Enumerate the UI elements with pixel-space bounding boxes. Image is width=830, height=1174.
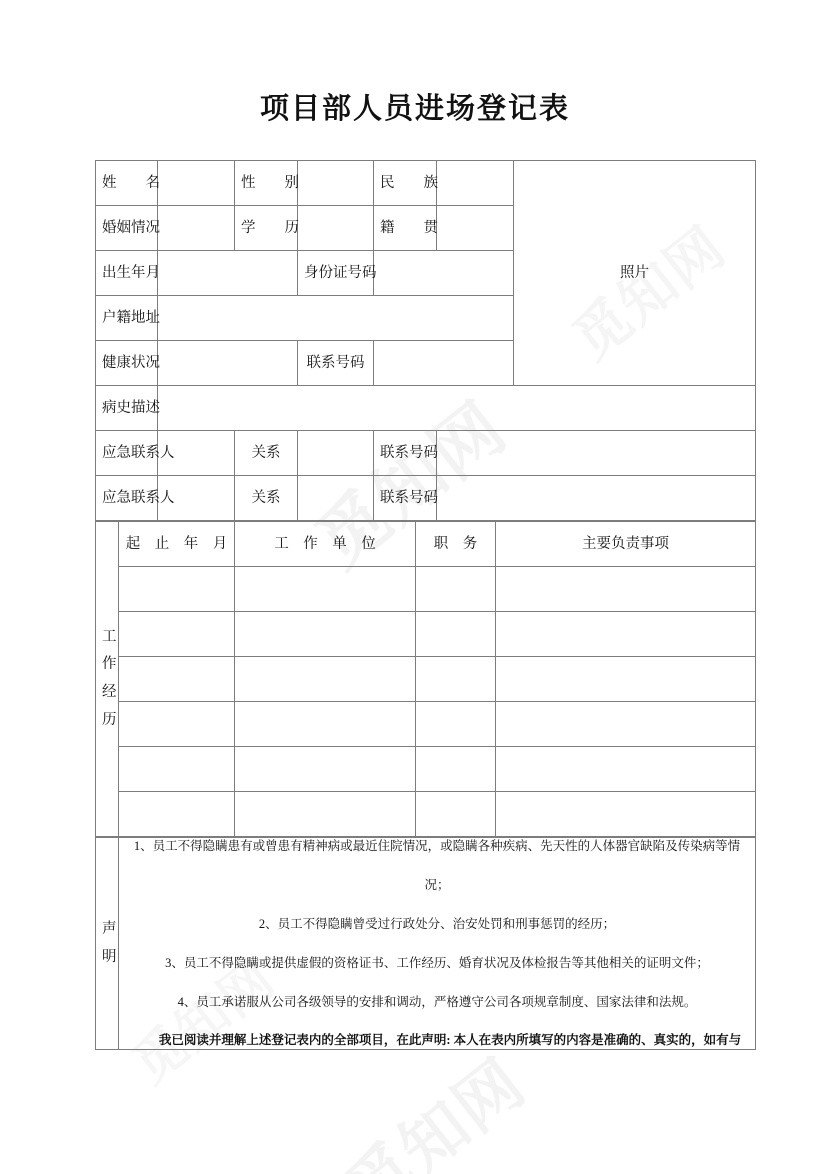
cell-period[interactable]: [119, 567, 235, 612]
basic-info-table: [95, 160, 756, 521]
label-emergency-contact-2: 应急联系人: [96, 476, 158, 521]
label-gender: 性 别: [235, 161, 298, 206]
declaration-section-label: [96, 838, 119, 1050]
photo-placeholder[interactable]: 照片: [514, 161, 756, 386]
field-contact-number[interactable]: [374, 341, 514, 386]
cell-employer[interactable]: [235, 792, 416, 837]
page-title: 项目部人员进场登记表: [259, 93, 570, 125]
declaration-item-3: 3、员工不得隐瞒或提供虚假的资格证书、工作经历、婚育状况及体检报告等其他相关的证明文件；: [165, 955, 709, 970]
table-row: [96, 431, 756, 476]
cell-period[interactable]: [119, 612, 235, 657]
declaration-item-1-continued: 况；: [424, 877, 450, 892]
field-household-address[interactable]: [158, 296, 514, 341]
cell-employer[interactable]: [235, 702, 416, 747]
field-name[interactable]: [158, 161, 235, 206]
work-experience-label-char: 作: [102, 656, 117, 673]
work-experience-vertical-label: [102, 624, 117, 734]
declaration-row: [96, 838, 756, 1050]
declaration-item-2: 2、员工不得隐瞒曾受过行政处分、治安处罚和刑事惩罚的经历；: [258, 916, 616, 931]
work-experience-table: [95, 521, 756, 837]
declaration-table: [95, 837, 756, 1050]
label-health-status: 健康状况: [96, 341, 158, 386]
cell-position[interactable]: [416, 567, 496, 612]
label-medical-history: 病史描述: [96, 386, 158, 431]
declaration-content: [119, 838, 756, 1050]
label-household-address: 户籍地址: [96, 296, 158, 341]
field-emergency-number-1[interactable]: [437, 431, 756, 476]
label-native-place: 籍 贯: [374, 206, 437, 251]
table-row: [96, 386, 756, 431]
declaration-statement: 我已阅读并理解上述登记表内的全部项目，在此声明: 本人在表内所填写的内容是准确的、真实的，如有与: [158, 1033, 742, 1048]
cell-position[interactable]: [416, 792, 496, 837]
label-ethnicity: 民 族: [374, 161, 437, 206]
cell-duties[interactable]: [496, 567, 756, 612]
cell-employer[interactable]: [235, 657, 416, 702]
column-header-period: 起 止 年 月: [119, 522, 235, 567]
field-native-place[interactable]: [437, 206, 514, 251]
table-row: [96, 612, 756, 657]
cell-position[interactable]: [416, 612, 496, 657]
table-row: [96, 792, 756, 837]
label-contact-number: 联系号码: [298, 341, 374, 386]
column-header-employer: 工 作 单 位: [235, 522, 416, 567]
cell-employer[interactable]: [235, 567, 416, 612]
cell-period[interactable]: [119, 657, 235, 702]
cell-duties[interactable]: [496, 612, 756, 657]
cell-period[interactable]: [119, 747, 235, 792]
table-row: [96, 567, 756, 612]
work-experience-label-char: 工: [102, 628, 117, 645]
cell-employer[interactable]: [235, 747, 416, 792]
cell-duties[interactable]: [496, 747, 756, 792]
cell-period[interactable]: [119, 702, 235, 747]
field-marital-status[interactable]: [158, 206, 235, 251]
declaration-vertical-label: [102, 916, 117, 971]
label-emergency-contact-1: 应急联系人: [96, 431, 158, 476]
field-birth-date[interactable]: [158, 251, 298, 296]
cell-duties[interactable]: [496, 657, 756, 702]
work-experience-label-char: 历: [102, 711, 117, 728]
label-education: 学 历: [235, 206, 298, 251]
label-relationship-2: 关系: [235, 476, 298, 521]
declaration-item-4: 4、员工承诺服从公司各级领导的安排和调动，严格遵守公司各项规章制度、国家法律和法规。: [177, 994, 697, 1009]
field-health-status[interactable]: [158, 341, 298, 386]
field-relationship-2[interactable]: [298, 476, 374, 521]
cell-position[interactable]: [416, 702, 496, 747]
label-birth-date: 出生年月: [96, 251, 158, 296]
work-experience-label-char: 经: [102, 684, 117, 700]
table-row: [96, 476, 756, 521]
declaration-label-char: 明: [102, 948, 117, 965]
cell-period[interactable]: [119, 792, 235, 837]
table-row: [96, 161, 756, 206]
cell-employer[interactable]: [235, 612, 416, 657]
label-relationship-1: 关系: [235, 431, 298, 476]
work-experience-header-row: [96, 522, 756, 567]
field-id-number[interactable]: [374, 251, 514, 296]
table-row: [96, 747, 756, 792]
cell-position[interactable]: [416, 747, 496, 792]
field-emergency-number-2[interactable]: [437, 476, 756, 521]
table-row: [96, 657, 756, 702]
field-ethnicity[interactable]: [437, 161, 514, 206]
declaration-label-char: 声: [102, 921, 117, 938]
field-medical-history[interactable]: [158, 386, 756, 431]
work-experience-section-label: [96, 522, 119, 837]
field-relationship-1[interactable]: [298, 431, 374, 476]
label-emergency-number-1: 联系号码: [374, 431, 437, 476]
registration-form: [95, 160, 755, 1050]
label-marital-status: 婚姻情况: [96, 206, 158, 251]
cell-position[interactable]: [416, 657, 496, 702]
field-gender[interactable]: [298, 161, 374, 206]
column-header-position: 职 务: [416, 522, 496, 567]
table-row: [96, 702, 756, 747]
label-id-number: 身份证号码: [298, 251, 374, 296]
label-emergency-number-2: 联系号码: [374, 476, 437, 521]
declaration-item-1: 1、员工不得隐瞒患有或曾患有精神病或最近住院情况，或隐瞒各种疾病、先天性的人体器官缺陷及传染病等情: [133, 839, 741, 853]
field-education[interactable]: [298, 206, 374, 251]
cell-duties[interactable]: [496, 792, 756, 837]
cell-duties[interactable]: [496, 702, 756, 747]
column-header-duties: 主要负责事项: [496, 522, 756, 567]
label-name: 姓 名: [96, 161, 158, 206]
